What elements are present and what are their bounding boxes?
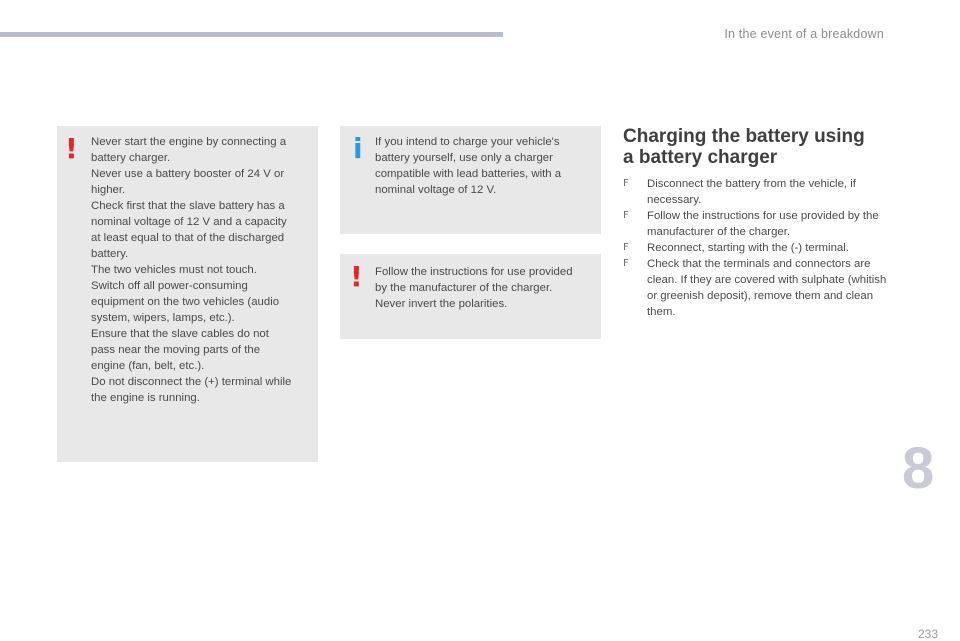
text-line: The two vehicles must not touch.: [91, 264, 257, 276]
text-line: nominal voltage of 12 V and a capacity: [91, 216, 287, 228]
text-line: pass near the moving parts of the: [91, 344, 261, 356]
warning-box-text: [91, 134, 313, 406]
step-item: [623, 256, 893, 320]
section-title-line: a battery charger: [623, 147, 778, 168]
text-line: battery.: [91, 248, 129, 260]
section-title-line: Charging the battery using: [623, 126, 865, 147]
text-line: battery charger.: [91, 152, 171, 164]
step-bullet-icon: F: [623, 178, 629, 189]
step-text: Follow the instructions for use provided by the manufacturer of the charger.: [647, 210, 879, 238]
text-line: system, wipers, lamps, etc.).: [91, 312, 235, 324]
text-line: by the manufacturer of the charger.: [375, 282, 553, 294]
step-bullet-icon: F: [623, 210, 629, 221]
section-header: In the event of a breakdown: [724, 27, 884, 41]
text-line: Never use a battery booster of 24 V or: [91, 168, 285, 180]
header-accent-bar: [0, 32, 503, 37]
step-bullet-icon: F: [623, 258, 629, 269]
info-box-charger: [340, 126, 601, 234]
step-text: Disconnect the battery from the vehicle, if necessary.: [647, 178, 856, 206]
text-line: Never invert the polarities.: [375, 298, 508, 310]
step-bullet-icon: F: [623, 242, 629, 253]
text-line: Never start the engine by connecting a: [91, 136, 287, 148]
text-line: higher.: [91, 184, 126, 196]
charging-steps-list: [623, 176, 893, 320]
page-number: 233: [917, 627, 938, 641]
warning-box-text: [375, 264, 597, 312]
text-line: nominal voltage of 12 V.: [375, 184, 497, 196]
step-item: [623, 240, 893, 256]
warning-box-polarities: [340, 254, 601, 339]
text-line: Do not disconnect the (+) terminal while: [91, 376, 292, 388]
text-line: If you intend to charge your vehicle's: [375, 136, 560, 148]
warning-exclamation-icon: !: [350, 260, 363, 293]
text-line: battery yourself, use only a charger: [375, 152, 553, 164]
text-line: Switch off all power-consuming: [91, 280, 248, 292]
step-text: Reconnect, starting with the (-) terminal.: [647, 242, 849, 254]
info-box-text: [375, 134, 597, 198]
text-line: the engine is running.: [91, 392, 200, 404]
warning-exclamation-icon: !: [65, 132, 78, 165]
text-line: engine (fan, belt, etc.).: [91, 360, 205, 372]
section-title: [623, 126, 913, 168]
chapter-number: 8: [902, 436, 935, 501]
step-item: [623, 208, 893, 240]
text-line: at least equal to that of the discharged: [91, 232, 285, 244]
step-text: Check that the terminals and connectors are clean. If they are covered with sulphate (whitish or greenish deposit), remove them and clean them.: [647, 258, 887, 318]
text-line: equipment on the two vehicles (audio: [91, 296, 280, 308]
text-line: Ensure that the slave cables do not: [91, 328, 269, 340]
text-line: Follow the instructions for use provided: [375, 266, 573, 278]
info-icon: i: [353, 132, 363, 165]
step-item: [623, 176, 893, 208]
warning-box-jump-start: [57, 126, 318, 462]
text-line: Check first that the slave battery has a: [91, 200, 285, 212]
text-line: compatible with lead batteries, with a: [375, 168, 562, 180]
